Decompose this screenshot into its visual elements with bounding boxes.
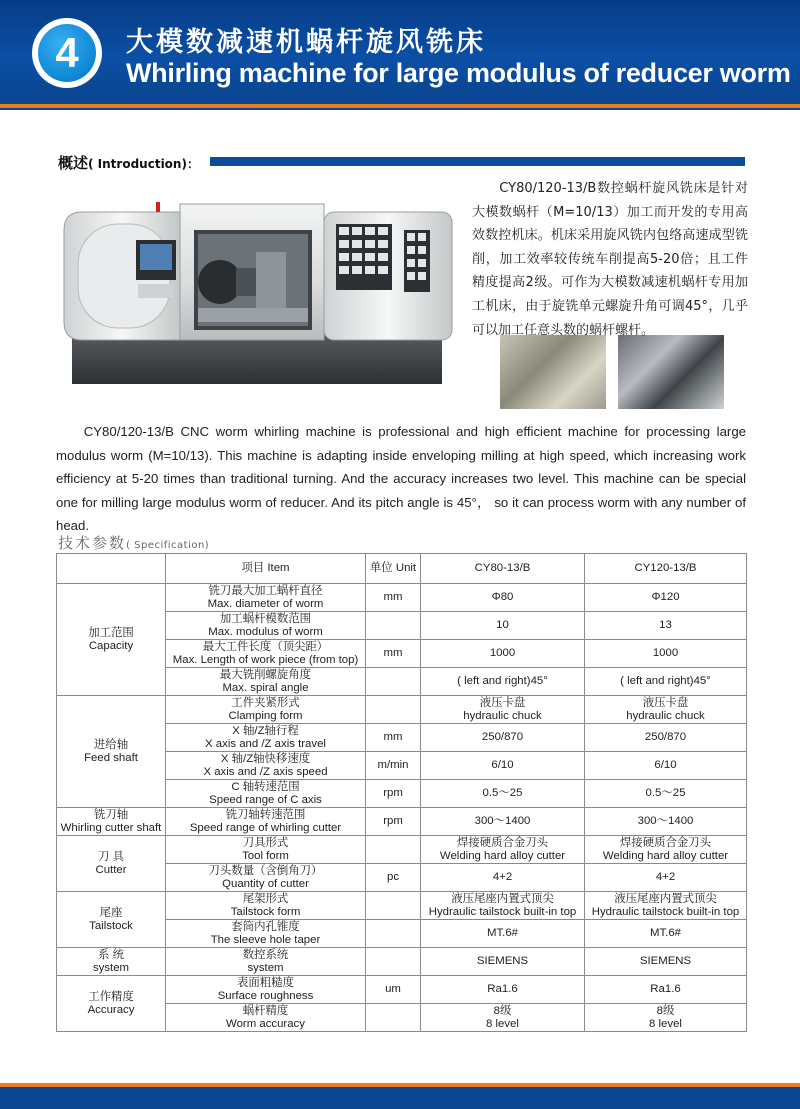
- group-feed-shaft: 进给轴 Feed shaft: [57, 696, 166, 808]
- value-cell: ( left and right)45°: [585, 668, 747, 696]
- worm-whirling-photo: [500, 335, 606, 409]
- unit-cell: [366, 696, 421, 724]
- value-cell: MT.6#: [585, 920, 747, 948]
- value-cell: 焊接硬质合金刀头 Welding hard alloy cutter: [585, 836, 747, 864]
- spec-heading: [58, 532, 209, 553]
- item-cell: 工件夹紧形式 Clamping form: [166, 696, 366, 724]
- spec-heading-en: ( Specification): [126, 540, 210, 551]
- intro-text-cn: CY80/120-13/B数控蜗杆旋风铣床是针对大模数蜗杆（M=10/13）加工而开发的专用高效数控机床。机床采用旋风铣内包络高速成型铣削，加工效率较传统车削提高5-20倍；且工件精度提高2级。可作为大模数减速机蜗杆专用加工机床，由于旋铣单元螺旋升角可调45°，几乎可以加工任意头数的蜗杆螺杆。: [472, 181, 748, 338]
- table-header-unit: 单位 Unit: [366, 554, 421, 584]
- value-cell: Φ80: [421, 584, 585, 612]
- unit-cell: mm: [366, 724, 421, 752]
- intro-heading-bar: [210, 157, 745, 166]
- table-header-row: [57, 554, 747, 584]
- unit-cell: mm: [366, 584, 421, 612]
- item-cell: 套筒内孔锥度 The sleeve hole taper: [166, 920, 366, 948]
- item-cell: 铣刀最大加工蜗杆直径 Max. diameter of worm: [166, 584, 366, 612]
- intro-heading-cn: 概述: [58, 154, 89, 172]
- unit-cell: [366, 612, 421, 640]
- value-cell: ( left and right)45°: [421, 668, 585, 696]
- value-cell: 250/870: [421, 724, 585, 752]
- table-row: [57, 836, 747, 864]
- unit-cell: mm: [366, 640, 421, 668]
- group-capacity: 加工范围 Capacity: [57, 584, 166, 696]
- spec-heading-cn: 技术参数: [58, 534, 127, 552]
- value-cell: 300～1400: [585, 808, 747, 836]
- item-cell: 铣刀轴转速范围 Speed range of whirling cutter: [166, 808, 366, 836]
- value-cell: Φ120: [585, 584, 747, 612]
- page-title-cn: 大模数减速机蜗杆旋风铣床: [126, 27, 486, 58]
- table-row: [57, 948, 747, 976]
- section-number: 4: [38, 24, 96, 82]
- item-cell: 表面粗糙度 Surface roughness: [166, 976, 366, 1004]
- spec-table: [56, 553, 747, 1032]
- value-cell: 250/870: [585, 724, 747, 752]
- intro-heading: [58, 152, 199, 173]
- item-cell: 蜗杆精度 Worm accuracy: [166, 1004, 366, 1032]
- item-cell: 刀具形式 Tool form: [166, 836, 366, 864]
- item-cell: 最大铣削螺旋角度 Max. spiral angle: [166, 668, 366, 696]
- table-cell: [57, 554, 166, 584]
- table-row: [57, 808, 747, 836]
- item-cell: 数控系统 system: [166, 948, 366, 976]
- table-row: [57, 584, 747, 612]
- machine-photo: [60, 190, 456, 390]
- footer-band: [0, 1087, 800, 1109]
- item-cell: X 轴/Z轴行程 X axis and /Z axis travel: [166, 724, 366, 752]
- group-cutter: 刀 具 Cutter: [57, 836, 166, 892]
- table-header-item: 项目 Item: [166, 554, 366, 584]
- group-accuracy: 工作精度 Accuracy: [57, 976, 166, 1032]
- unit-cell: [366, 668, 421, 696]
- intro-text-en: CY80/120-13/B CNC worm whirling machine is professional and high efficient machine for processing large modulus worm (M=10/13). This machine is adapting inside enveloping milling at high speed, which increasing work efficiency at 5-20 times than traditional turning. And the accuracy increases two level. This machine can be special one for milling large modulus worm of reducer. And its pitch angle is 45°， so it can process worm with any number of head.: [56, 424, 746, 533]
- value-cell: 8级 8 level: [585, 1004, 747, 1032]
- value-cell: 0.5～25: [421, 780, 585, 808]
- table-header-model-2: CY120-13/B: [585, 554, 747, 584]
- unit-cell: [366, 892, 421, 920]
- value-cell: 4+2: [421, 864, 585, 892]
- unit-cell: m/min: [366, 752, 421, 780]
- header-accent-line-2: [0, 108, 800, 110]
- value-cell: 1000: [585, 640, 747, 668]
- value-cell: 4+2: [585, 864, 747, 892]
- unit-cell: [366, 1004, 421, 1032]
- unit-cell: [366, 920, 421, 948]
- page-title-en: Whirling machine for large modulus of reducer worm: [126, 58, 791, 88]
- value-cell: 0.5～25: [585, 780, 747, 808]
- value-cell: 13: [585, 612, 747, 640]
- unit-cell: [366, 948, 421, 976]
- unit-cell: rpm: [366, 780, 421, 808]
- worm-workpiece-photo: [618, 335, 724, 409]
- unit-cell: [366, 836, 421, 864]
- value-cell: 焊接硬质合金刀头 Welding hard alloy cutter: [421, 836, 585, 864]
- table-row: [57, 696, 747, 724]
- unit-cell: pc: [366, 864, 421, 892]
- unit-cell: rpm: [366, 808, 421, 836]
- item-cell: 加工蜗杆模数范围 Max. modulus of worm: [166, 612, 366, 640]
- value-cell: 300～1400: [421, 808, 585, 836]
- value-cell: MT.6#: [421, 920, 585, 948]
- intro-heading-en: ( Introduction)：: [88, 157, 199, 171]
- value-cell: 6/10: [585, 752, 747, 780]
- value-cell: 8级 8 level: [421, 1004, 585, 1032]
- item-cell: 刀头数量（含倒角刀） Quantity of cutter: [166, 864, 366, 892]
- value-cell: 液压尾座内置式顶尖 Hydraulic tailstock built-in top: [421, 892, 585, 920]
- item-cell: 最大工件长度（顶尖距） Max. Length of work piece (from top): [166, 640, 366, 668]
- value-cell: 液压尾座内置式顶尖 Hydraulic tailstock built-in top: [585, 892, 747, 920]
- value-cell: 10: [421, 612, 585, 640]
- table-row: [57, 976, 747, 1004]
- item-cell: C 轴转速范围 Speed range of C axis: [166, 780, 366, 808]
- value-cell: Ra1.6: [421, 976, 585, 1004]
- unit-cell: um: [366, 976, 421, 1004]
- value-cell: 液压卡盘 hydraulic chuck: [585, 696, 747, 724]
- value-cell: 6/10: [421, 752, 585, 780]
- value-cell: 液压卡盘 hydraulic chuck: [421, 696, 585, 724]
- group-whirling-cutter-shaft: 铣刀轴 Whirling cutter shaft: [57, 808, 166, 836]
- value-cell: SIEMENS: [585, 948, 747, 976]
- group-tailstock: 尾座 Tailstock: [57, 892, 166, 948]
- value-cell: Ra1.6: [585, 976, 747, 1004]
- item-cell: 尾架形式 Tailstock form: [166, 892, 366, 920]
- item-cell: X 轴/Z轴快移速度 X axis and /Z axis speed: [166, 752, 366, 780]
- group-system: 系 统 system: [57, 948, 166, 976]
- table-header-model-1: CY80-13/B: [421, 554, 585, 584]
- value-cell: 1000: [421, 640, 585, 668]
- value-cell: SIEMENS: [421, 948, 585, 976]
- table-row: [57, 892, 747, 920]
